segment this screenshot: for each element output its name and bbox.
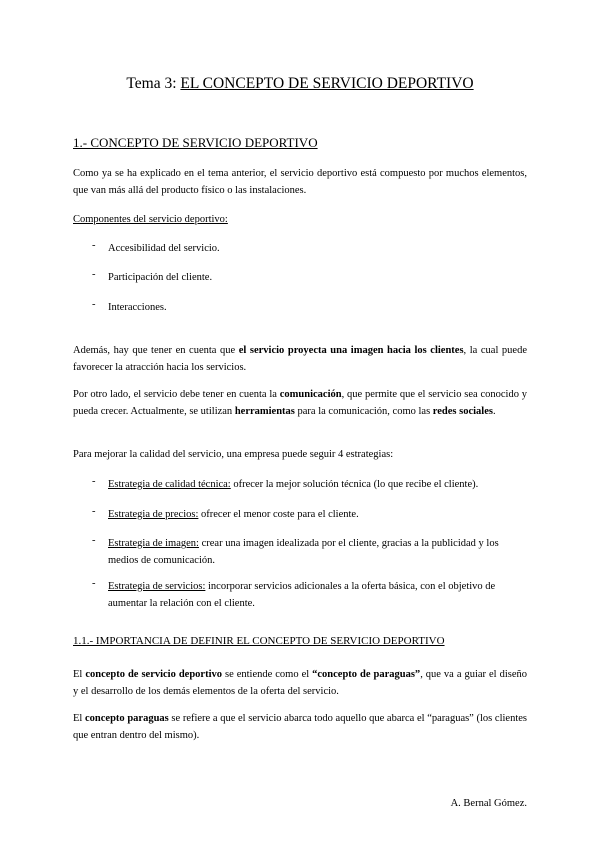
bullet-dash: -: [92, 535, 96, 546]
strategy-item: [108, 578, 528, 612]
strategy-text: crear una imagen idealizada por el cliente, gracias a la publicidad y los medios de comunicación.: [108, 538, 499, 566]
bullet-dash: -: [92, 578, 96, 589]
bold-text: herramientas: [234, 406, 295, 417]
bullet-dash: -: [92, 299, 96, 310]
text-run: .: [492, 406, 496, 417]
strategy-text: incorporar servicios adicionales a la oferta básica, con el objetivo de aumentar la relación con el cliente.: [108, 581, 496, 609]
bold-text: concepto de servicio deportivo: [85, 669, 222, 680]
title-main: EL CONCEPTO DE SERVICIO DEPORTIVO: [180, 75, 474, 92]
intro-paragraph: Como ya se ha explicado en el tema anterior, el servicio deportivo está compuesto por muchos elementos, que van más allá del producto físico o las instalaciones.: [73, 168, 527, 196]
page-title: [0, 75, 600, 93]
text-run: para la comunicación, como las: [294, 406, 433, 417]
umbrella-paragraph: [73, 666, 527, 700]
strategy-item: [108, 476, 528, 493]
section-1-1-heading: 1.1.- IMPORTANCIA DE DEFINIR EL CONCEPTO DE SERVICIO DEPORTIVO: [73, 635, 445, 647]
bullet-dash: -: [92, 506, 96, 517]
strategies-intro: Para mejorar la calidad del servicio, una empresa puede seguir 4 estrategias:: [73, 449, 394, 460]
bullet-dash: -: [92, 269, 96, 280]
strategy-label: Estrategia de imagen:: [108, 538, 199, 549]
bold-text: concepto paraguas: [85, 713, 169, 724]
text-run: , la cual puede favorecer la atracción hacia los servicios.: [73, 345, 527, 373]
author-signature: A. Bernal Gómez.: [450, 798, 527, 809]
bold-text: “concepto de paraguas”: [312, 669, 421, 680]
components-label: Componentes del servicio deportivo:: [73, 214, 228, 225]
bullet-dash: -: [92, 240, 96, 251]
communication-paragraph: [73, 386, 527, 420]
bold-text: redes sociales: [432, 406, 493, 417]
strategy-label: Estrategia de calidad técnica:: [108, 479, 231, 490]
strategy-text: ofrecer la mejor solución técnica (lo que recibe el cliente).: [230, 479, 479, 490]
text-run: El: [73, 669, 86, 680]
strategy-label: Estrategia de servicios:: [108, 581, 206, 592]
strategy-label: Estrategia de precios:: [108, 509, 199, 520]
text-run: , que va a guiar el diseño y el desarrollo de los demás elementos de la oferta del servicio.: [73, 669, 527, 697]
strategy-item: [108, 535, 528, 569]
component-item: Interacciones.: [108, 302, 167, 313]
bold-text: comunicación: [279, 389, 342, 400]
text-run: Por otro lado, el servicio debe tener en cuenta la: [73, 389, 280, 400]
component-item: Accesibilidad del servicio.: [108, 243, 220, 254]
text-run: Además, hay que tener en cuenta que: [73, 345, 239, 356]
paraguas-paragraph: [73, 710, 527, 744]
bullet-dash: -: [92, 476, 96, 487]
image-paragraph: [73, 342, 527, 376]
text-run: se entiende como el: [222, 669, 313, 680]
text-run: , que permite que el servicio sea conocido y pueda crecer. Actualmente, se utilizan: [73, 389, 527, 417]
text-run: El: [73, 713, 85, 724]
component-item: Participación del cliente.: [108, 272, 213, 283]
section-1-heading: 1.- CONCEPTO DE SERVICIO DEPORTIVO: [73, 135, 318, 150]
title-prefix: Tema 3:: [126, 75, 181, 92]
bold-text: el servicio proyecta una imagen hacia los clientes: [238, 345, 464, 356]
strategy-item: [108, 506, 528, 523]
text-run: se refiere a que el servicio abarca todo aquello que abarca el “paraguas” (los clientes que entran dentro del mismo).: [73, 713, 527, 741]
strategy-text: ofrecer el menor coste para el cliente.: [198, 509, 359, 520]
